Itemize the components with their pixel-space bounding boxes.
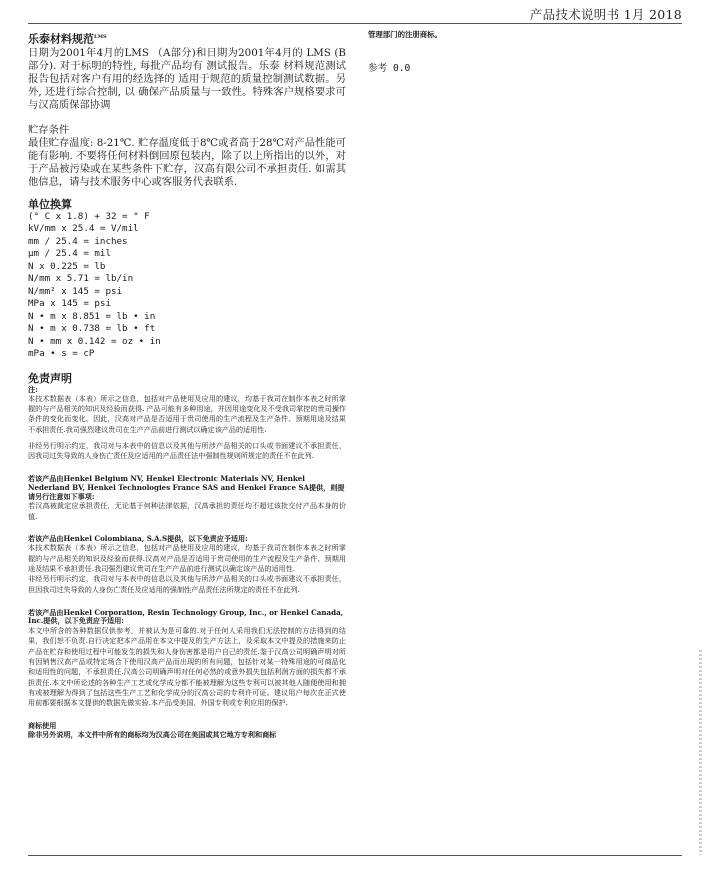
colombia-paragraph-2: 非经另行明示约定，我司对与本表中的信息以及其他与所涉产品相关的口头或书面建议不承担责任，但因我司过失导致的人身伤亡责任及应适用的强制性产品责任法所规定的责任不在此列.: [28, 574, 346, 594]
trademark-paragraph: 除非另外说明，本文件中所有的商标均为汉高公司在美国或其它地方专利和商标: [28, 730, 277, 740]
unit-conversion-line: N • m x 0.738 = lb • ft: [28, 323, 156, 335]
belgium-heading: 若该产品由Henkel Belgium NV, Henkel Electronic Materials NV, Henkel Nederland BV, Henkel Technologies France SAS and Henkel France SA提供，则提请另行注意如下事项:: [28, 474, 345, 501]
header-rule: [28, 23, 682, 24]
unit-conversion-line: µm / 25.4 = mil: [28, 248, 111, 260]
trademark-heading: 商标使用: [28, 721, 57, 731]
lms-title: [28, 30, 346, 47]
lms-paragraph: 日期为2001年4月的LMS （A部分)和日期为2001年4月的 LMS (B部分). 对于标明的特性, 每批产品均有 测试报告。乐泰 材料规范测试报告包括对客户有用的经选择的 适用于规范的质量控制测试数据。另外, 还进行综合控制, 以 确保产品质量与一致性。特殊客户规格要求可与汉高质保部协调: [28, 46, 346, 111]
corporation-heading: 若该产品由Henkel Corporation, Resin Technology Group, Inc., or Henkel Canada, Inc.提供，以下免责应予适用:: [28, 607, 344, 626]
lms-title-text: 乐泰材料规范: [28, 32, 94, 46]
unit-conversion-line: MPa x 145 = psi: [28, 298, 111, 310]
corporation-paragraph: 本文中所含的各种数据仅供参考，并被认为是可靠的.对于任何人采用我们无法控制的方法得到的结果，我们恕不负责.自行决定把本产品用在本文中提及的生产方法上，及采取本文中提及的措施来防止产品在贮存和使用过程中可能发生的损失和人身伤害都是用户自己的责任.鉴于汉高公司明确声明对所有因销售汉高产品或特定场合下使用汉高产品而出现的所有问题，包括针对某一特殊用途的可商品化和适用性的问题，不承担责任.汉高公司明确声明对任何必然的或意外损失包括利润方面的损失都不承担责任.本文中所论述的各种生产工艺或化学成分都不能被理解为这些专利可以被其他人随便使用和拥有或被理解为得到了包括这些生产工艺和化学成分的汉高公司的专利许可证。建议用户每次在正式使用前都要根据本文提供的数据先做实验.本产品受美国、外国专利或专利应用的保护.: [28, 626, 346, 708]
note-label: 注:: [28, 384, 38, 394]
unit-conversion-line: N/mm² x 145 = psi: [28, 285, 123, 297]
unit-conversion-line: (° C x 1.8) + 32 = ° F: [28, 210, 150, 222]
belgium-paragraph: 若汉高被裁定应承担责任，无论基于何种法律依据，汉高承担的责任均不超过该批交付产品本身的价值.: [28, 501, 346, 521]
unit-conversion-line: mPa • s = cP: [28, 348, 95, 360]
storage-title: 贮存条件: [28, 123, 70, 136]
unit-conversion-line: N • m x 8.851 = lb • in: [28, 310, 156, 322]
left-column: [28, 30, 346, 740]
unit-conversion-line: kV/mm x 25.4 = V/mil: [28, 223, 139, 235]
colombia-heading: 若该产品由Henkel Colombiana, S.A.S提供，以下免责应予适用:: [28, 533, 248, 543]
disclaimer-paragraph-1: 本技术数据表（本表）所示之信息，包括对产品使用及应用的建议，均基于我司在制作本表之时所掌握的与产品相关的知识及经验而获得. 产品可能有多种用途，并因用途变化及不受我司掌控的贵司操作条件的变化而变化。因此，汉高对产品是否适用于贵司使用的生产流程及生产条件、预期用途及结果不承担责任.我司强烈建议贵司在生产产品前进行测试以确定该产品的适用性.: [28, 393, 346, 434]
lms-superscript: LMS: [94, 34, 107, 40]
unit-conversion-line: N • mm x 0.142 = oz • in: [28, 335, 161, 347]
unit-conversion-line: mm / 25.4 = inches: [28, 235, 128, 247]
document-header: 产品技术说明书 1月 2018: [529, 7, 682, 22]
trademark-continuation: 管理部门的注册商标。: [368, 30, 442, 39]
storage-paragraph: 最佳贮存温度: 8-21℃. 贮存温度低于8℃或者高于28℃对产品性能可能有影响. 不要将任何材料倒回原包装内，除了以上所指出的以外，对于产品被污染或在某些条件下贮存，汉高有限公司不承担责任. 如需其他信息，请与技术服务中心或客服务代表联系.: [28, 136, 346, 188]
right-column: [368, 30, 668, 75]
unit-conversion-line: N/mm x 5.71 = lb/in: [28, 273, 134, 285]
disclaimer-paragraph-2: 非经另行明示约定，我司对与本表中的信息以及其他与所涉产品相关的口头或书面建议不承担责任，因我司过失导致的人身伤亡责任及应适用的产品责任法中强制性规则所规定的责任不在此列.: [28, 440, 346, 461]
side-barcode-strip: [699, 650, 702, 855]
disclaimer-title: 免责声明: [28, 371, 72, 385]
unit-conversion-list: [28, 211, 346, 361]
units-title: 单位换算: [28, 197, 72, 211]
footer-rule: [28, 855, 682, 856]
unit-conversion-line: N x 0.225 = lb: [28, 260, 106, 272]
reference-number: 参考 0.0: [368, 63, 411, 74]
colombia-paragraph-1: 本技术数据表（本表）所示之信息，包括对产品使用及应用的建议，均基于我司在制作本表之时所掌握的与产品相关的知识及经验而获得.汉高对产品是否适用于贵司使用的生产流程及生产条件、预期用途及结果不承担责任.我司强烈建议贵司在生产产品前进行测试以确定该产品的适用性.: [28, 543, 346, 573]
